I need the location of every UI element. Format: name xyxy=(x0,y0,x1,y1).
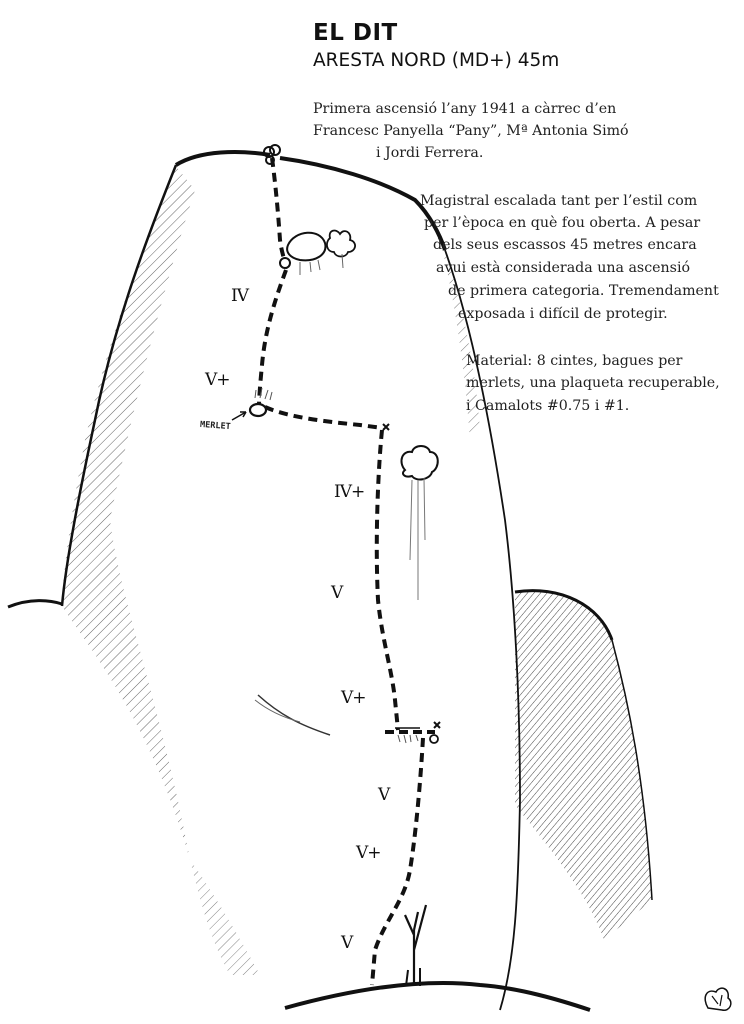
history-line-3: i Jordi Ferrera. xyxy=(376,145,484,161)
ground xyxy=(285,983,590,1010)
route-subtitle: ARESTA NORD (MD+) 45m xyxy=(313,50,560,71)
description-line-3: dels seus escassos 45 metres encara xyxy=(433,237,697,253)
pitch-grade: V+ xyxy=(341,688,366,708)
pitch-grade: V xyxy=(331,583,343,603)
pitch-grade: IV+ xyxy=(334,482,365,502)
pitch-grade: V xyxy=(341,933,353,953)
history-line-1: Primera ascensió l’any 1941 a càrrec d’en xyxy=(313,101,617,117)
right-rock-face xyxy=(515,591,652,940)
pinnacle-shading xyxy=(62,165,480,975)
left-lower-rock xyxy=(8,601,80,720)
shrub-icon xyxy=(327,231,355,268)
chockstone-boulder-icon xyxy=(287,233,325,275)
route-line xyxy=(259,158,435,985)
page-title: EL DIT xyxy=(313,20,398,46)
pitch-grade: V+ xyxy=(356,843,381,863)
description-line-2: per l’època en què fou oberta. A pesar xyxy=(424,215,701,231)
tree-icon xyxy=(405,905,426,986)
material-line-3: i Camalots #0.75 i #1. xyxy=(466,398,630,414)
description-line-4: avui està considerada una ascensió xyxy=(436,260,691,276)
description-line-6: exposada i difícil de protegir. xyxy=(458,306,668,322)
pitch-grade: V+ xyxy=(205,370,230,390)
description-line-5: de primera categoria. Tremendament xyxy=(448,283,719,299)
merlet-label: MERLET xyxy=(199,419,232,433)
description-line-1: Magistral escalada tant per l’estil com xyxy=(420,193,698,209)
pitch-grade: IV xyxy=(231,286,248,306)
merlet-arrow xyxy=(232,412,246,420)
artist-signature-icon xyxy=(705,988,731,1010)
history-line-2: Francesc Panyella “Pany”, Mª Antonia Simó xyxy=(313,123,629,139)
face-bush-icon xyxy=(401,446,437,600)
pitch-grade: V xyxy=(378,785,390,805)
material-line-1: Material: 8 cintes, bagues per xyxy=(466,353,683,369)
material-line-2: merlets, una plaqueta recuperable, xyxy=(466,375,720,391)
